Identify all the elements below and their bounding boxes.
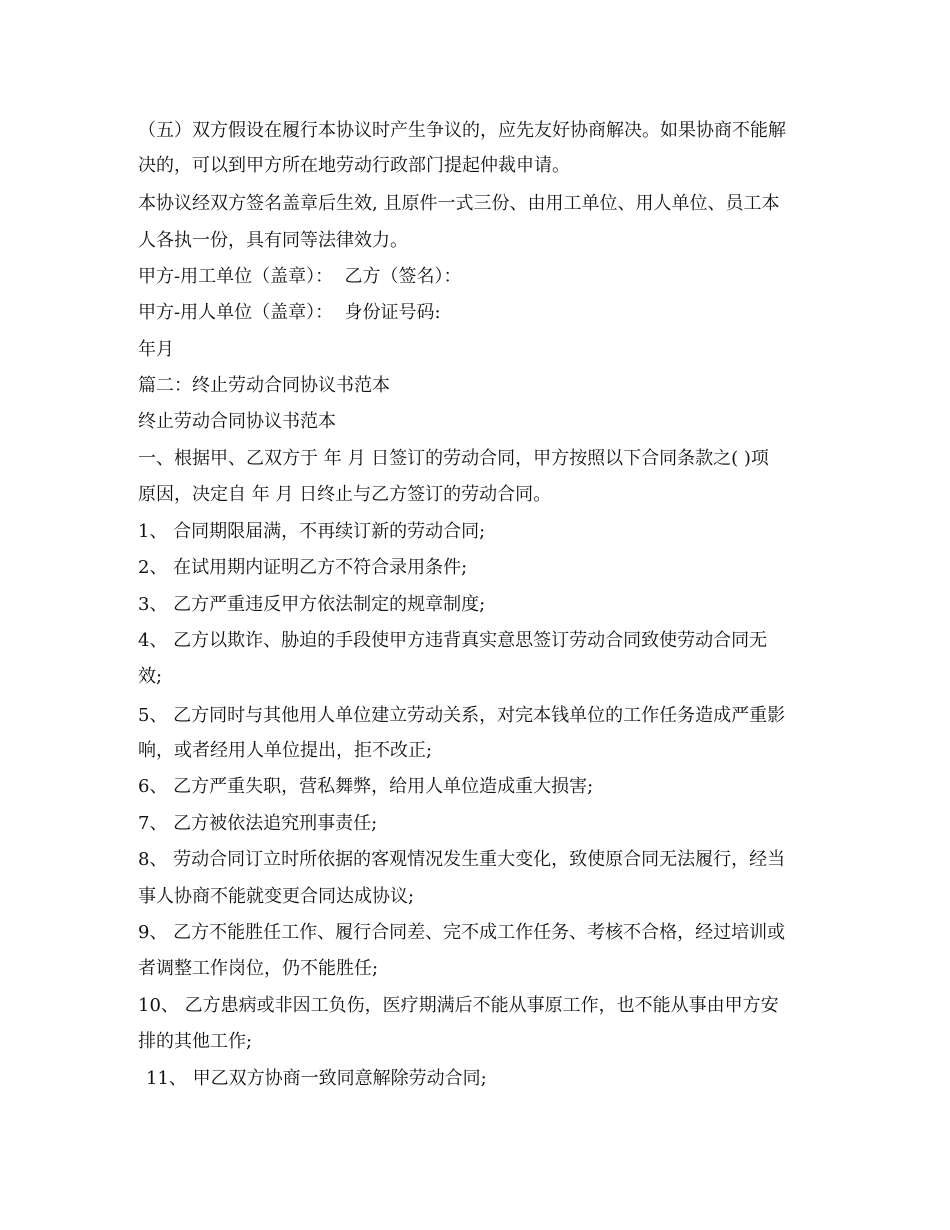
text-line: 原因，决定自 年 月 日终止与乙方签订的劳动合同。 <box>138 484 552 505</box>
signature-line-hiring-unit: 甲方-用人单位（盖章）： 身份证号码: <box>138 302 441 323</box>
list-item: 8、 劳动合同订立时所依据的客观情况发生重大变化，致使原合同无法履行，经当 <box>138 849 786 870</box>
list-item-continued: 响，或者经用人单位提出，拒不改正; <box>138 740 433 761</box>
list-item: 3、 乙方严重违反甲方依法制定的规章制度; <box>138 594 486 615</box>
list-item: 11、 甲乙双方协商一致同意解除劳动合同; <box>146 1068 487 1089</box>
list-item: 1、 合同期限届满，不再续订新的劳动合同; <box>138 521 486 542</box>
section-heading: 篇二：终止劳动合同协议书范本 <box>138 375 390 396</box>
document-title: 终止劳动合同协议书范本 <box>138 411 336 432</box>
list-item: 7、 乙方被依法追究刑事责任; <box>138 813 378 834</box>
list-item: 5、 乙方同时与其他用人单位建立劳动关系，对完本钱单位的工作任务造成严重影 <box>138 705 786 726</box>
text-line: （五）双方假设在履行本协议时产生争议的，应先友好协商解决。如果协商不能解 <box>138 120 786 141</box>
list-item: 2、 在试用期内证明乙方不符合录用条件; <box>138 557 468 578</box>
list-item: 6、 乙方严重失职，营私舞弊，给用人单位造成重大损害; <box>138 776 594 797</box>
list-item-continued: 排的其他工作; <box>138 1031 253 1052</box>
list-item: 9、 乙方不能胜任工作、履行合同差、完不成工作任务、考核不合格，经过培训或 <box>138 922 786 943</box>
list-item-continued: 效; <box>138 666 163 687</box>
date-line: 年月 <box>138 339 174 360</box>
text-line: 人各执一份，具有同等法律效力。 <box>138 230 408 251</box>
list-item-continued: 事人协商不能就变更合同达成协议; <box>138 886 415 907</box>
list-item: 10、 乙方患病或非因工负伤，医疗期满后不能从事原工作，也不能从事由甲方安 <box>138 995 779 1016</box>
text-line: 决的，可以到甲方所在地劳动行政部门提起仲裁申请。 <box>138 155 570 176</box>
signature-line-employer: 甲方-用工单位（盖章）： 乙方（签名）： <box>138 266 462 287</box>
text-line: 本协议经双方签名盖章后生效, 且原件一式三份、由用工单位、用人单位、员工本 <box>138 193 780 214</box>
list-item-continued: 者调整工作岗位，仍不能胜任; <box>138 958 379 979</box>
list-item: 4、 乙方以欺诈、胁迫的手段使甲方违背真实意思签订劳动合同致使劳动合同无 <box>138 630 768 651</box>
text-line: 一、根据甲、乙双方于 年 月 日签订的劳动合同，甲方按照以下合同条款之( )项 <box>138 448 769 469</box>
